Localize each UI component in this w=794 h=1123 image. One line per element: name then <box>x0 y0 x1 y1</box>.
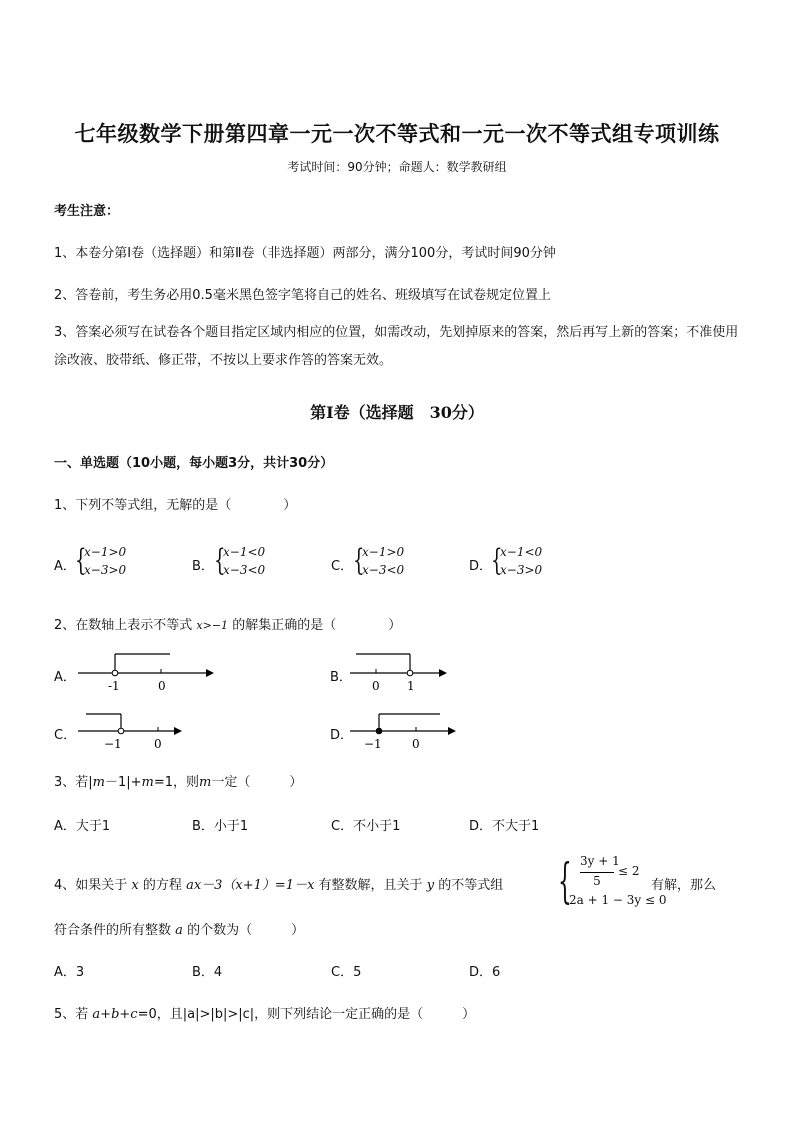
inequality: x−1<0 <box>500 545 543 559</box>
page-title: 七年级数学下册第四章一元一次不等式和一元一次不等式组专项训练 <box>74 121 720 146</box>
fraction-numerator: 3y + 1 <box>580 854 620 868</box>
stem-text: 的不等式组 <box>438 878 504 893</box>
stem-text: 4、如果关于 <box>54 878 128 893</box>
part-title: 一、单选题（10小题，每小题3分，共计30分） <box>54 456 334 471</box>
number-line-a <box>74 650 224 695</box>
tick-label: −1 <box>104 737 122 751</box>
tick-label: 0 <box>412 737 420 751</box>
tick-label: 1 <box>407 679 415 693</box>
stem-text: 的解集正确的是（ ） <box>232 618 402 633</box>
variable: a <box>175 923 183 938</box>
question-1-stem: 1、下列不等式组，无解的是（ ） <box>54 498 297 513</box>
option-label: B． <box>330 670 352 685</box>
notice-item: 1、本卷分第Ⅰ卷（选择题）和第Ⅱ卷（非选择题）两部分，满分100分，考试时间90分钟 <box>54 246 556 261</box>
stem-text: 5、若 <box>54 1007 89 1022</box>
fraction-denominator: 5 <box>593 874 601 888</box>
number-line-b <box>348 650 458 695</box>
stem-text: 符合条件的所有整数 <box>54 923 172 938</box>
option: B．4 <box>192 965 223 980</box>
brace: { <box>491 543 503 578</box>
question-5-stem <box>54 1003 475 1022</box>
notice-item: 3、答案必须写在试卷各个题目指定区域内相应的位置，如需改动，先划掉原来的答案，然后再写上新的答案；不准使用涂改液、胶带纸、修正带，不按以上要求作答的答案无效。 <box>54 325 739 368</box>
option-label: C． <box>54 728 77 743</box>
equation: a+b+c <box>92 1007 138 1022</box>
option: D．不大于1 <box>469 819 540 834</box>
tick-label: 0 <box>154 737 162 751</box>
question-4-line-2 <box>54 919 304 938</box>
inequality: x−3<0 <box>362 563 405 577</box>
inequality: x−1>0 <box>84 545 127 559</box>
brace: { <box>558 853 572 909</box>
tick-label: 0 <box>372 679 380 693</box>
brace: { <box>75 543 87 578</box>
inequality: x−3>0 <box>84 563 127 577</box>
exam-info: 考试时间：90分钟；命题人：数学教研组 <box>287 160 507 174</box>
number-line-d <box>348 708 463 753</box>
stem-text: 的个数为（ ） <box>187 923 305 938</box>
option: C．不小于1 <box>331 819 401 834</box>
question-3-stem <box>54 771 302 790</box>
option-label: B． <box>192 559 214 574</box>
stem-text: 3、若| <box>54 775 93 790</box>
option-label: C． <box>331 559 354 574</box>
option: A．大于1 <box>54 819 111 834</box>
inequality: x>−1 <box>196 619 229 632</box>
variable: m <box>141 775 154 790</box>
brace: { <box>353 543 365 578</box>
option: B．小于1 <box>192 819 249 834</box>
notice-heading: 考生注意： <box>54 204 120 219</box>
equation: ax－3（x+1）=1－x <box>186 878 315 893</box>
variable: x <box>131 878 139 893</box>
stem-text: 有整数解，且关于 <box>318 878 423 893</box>
variable: y <box>426 878 435 893</box>
inequality: x−1<0 <box>223 545 266 559</box>
tick-label: 0 <box>158 679 166 693</box>
stem-text: 2、在数轴上表示不等式 <box>54 618 193 633</box>
brace: { <box>214 543 226 578</box>
inequality: x−1>0 <box>362 545 405 559</box>
inequality: x−3<0 <box>223 563 266 577</box>
question-2-stem <box>54 614 401 633</box>
option-label: A． <box>54 559 76 574</box>
option: D．6 <box>469 965 501 980</box>
stem-text: =0，且|a|>|b|>|c|，则下列结论一定正确的是（ ） <box>137 1007 476 1022</box>
option-label: D． <box>469 559 493 574</box>
inequality: x−3>0 <box>500 563 543 577</box>
stem-text: =1，则 <box>153 775 200 790</box>
stem-text: 有解，那么 <box>651 878 717 893</box>
variable: m <box>199 775 212 790</box>
number-line-c <box>74 708 189 753</box>
notice-item: 2、答卷前，考生务必用0.5毫米黑色签字笔将自己的姓名、班级填写在试卷规定位置上 <box>54 288 551 303</box>
tick-label: −1 <box>364 737 382 751</box>
tick-label: -1 <box>108 679 120 693</box>
relation: ≤ 2 <box>618 864 640 878</box>
stem-text: －1|+ <box>104 775 142 790</box>
question-4-line-1 <box>54 874 503 893</box>
option: A．3 <box>54 965 85 980</box>
option: C．5 <box>331 965 362 980</box>
variable: m <box>92 775 105 790</box>
stem-text: 的方程 <box>142 878 182 893</box>
section-title: 第Ⅰ卷（选择题 30分） <box>310 403 484 422</box>
fraction-bar <box>580 872 614 873</box>
inequality: 2a + 1 − 3y ≤ 0 <box>569 893 667 907</box>
option-label: A． <box>54 670 76 685</box>
stem-text: 一定（ ） <box>211 775 303 790</box>
option-label: D． <box>330 728 354 743</box>
